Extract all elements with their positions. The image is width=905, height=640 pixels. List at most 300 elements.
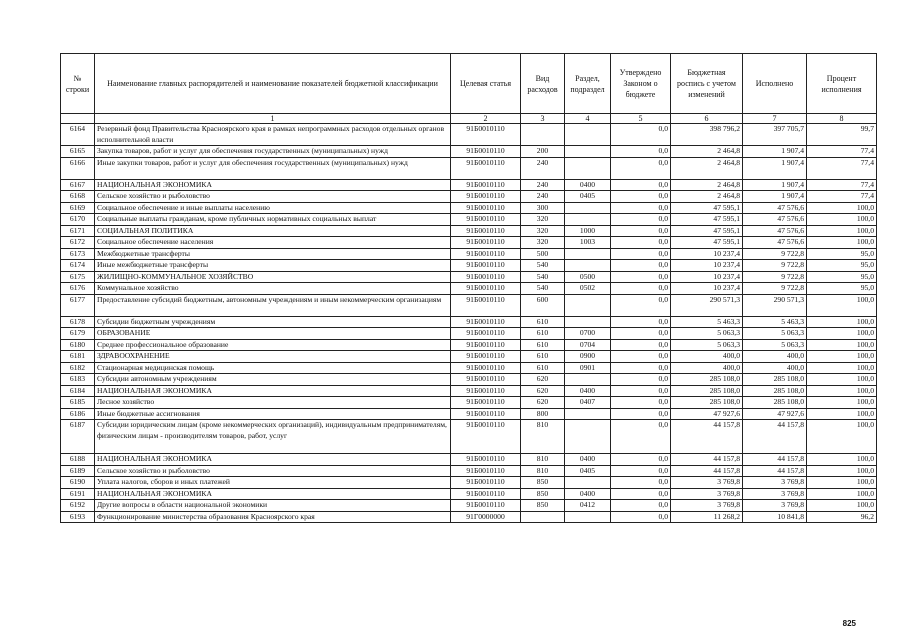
cell-target: 91Б0010110 [451,260,521,272]
cell-name: Сельское хозяйство и рыболовство [95,465,451,477]
cell-name: ОБРАЗОВАНИЕ [95,328,451,340]
cell-vid: 610 [521,351,565,363]
cell-pct: 100,0 [807,385,877,397]
table-row [61,465,877,477]
cell-name: Резервный фонд Правительства Красноярского края в рамках непрограммных расходов отдельных органов исполнительной власти [95,124,451,146]
column-number: 4 [565,114,611,124]
table-row [61,202,877,214]
cell-vid: 200 [521,146,565,158]
cell-pct: 100,0 [807,362,877,374]
cell-name: Предоставление субсидий бюджетным, автономным учреждениям и иным некоммерческим организациям [95,294,451,316]
cell-razdel: 0700 [565,328,611,340]
cell-target: 91Б0010110 [451,408,521,420]
cell-pct: 99,7 [807,124,877,146]
cell-vid: 620 [521,397,565,409]
cell-vid: 810 [521,465,565,477]
cell-num: 6187 [61,420,95,454]
cell-budget: 44 157,8 [671,454,743,466]
cell-target: 91Г0000000 [451,511,521,523]
table-row [61,179,877,191]
table-row [61,511,877,523]
header-pct: Процент исполнения [807,54,877,114]
cell-exec: 44 157,8 [743,454,807,466]
cell-num: 6186 [61,408,95,420]
cell-budget: 290 571,3 [671,294,743,316]
cell-vid: 610 [521,316,565,328]
cell-razdel: 0400 [565,488,611,500]
cell-approved: 0,0 [611,454,671,466]
cell-approved: 0,0 [611,488,671,500]
table-row [61,385,877,397]
cell-vid: 240 [521,191,565,203]
header-approved: Утверждено Законом о бюджете [611,54,671,114]
cell-vid: 320 [521,214,565,226]
table-row [61,283,877,295]
cell-num: 6182 [61,362,95,374]
cell-approved: 0,0 [611,191,671,203]
cell-num: 6172 [61,237,95,249]
table-row [61,316,877,328]
cell-num: 6189 [61,465,95,477]
cell-razdel [565,157,611,179]
cell-name: Лесное хозяйство [95,397,451,409]
cell-pct: 100,0 [807,339,877,351]
cell-exec: 9 722,8 [743,283,807,295]
cell-name: Субсидии автономным учреждениям [95,374,451,386]
column-number-row [61,114,877,124]
cell-target: 91Б0010110 [451,191,521,203]
cell-target: 91Б0010110 [451,488,521,500]
cell-razdel [565,511,611,523]
cell-name: Стационарная медицинская помощь [95,362,451,374]
cell-vid [521,124,565,146]
cell-target: 91Б0010110 [451,157,521,179]
cell-vid: 810 [521,420,565,454]
cell-exec: 1 907,4 [743,146,807,158]
cell-budget: 285 108,0 [671,374,743,386]
table-row [61,351,877,363]
cell-vid: 620 [521,385,565,397]
cell-budget: 47 595,1 [671,237,743,249]
cell-razdel [565,124,611,146]
cell-budget: 2 464,8 [671,191,743,203]
cell-name: Социальное обеспечение и иные выплаты населению [95,202,451,214]
cell-razdel [565,374,611,386]
cell-razdel: 0500 [565,271,611,283]
cell-pct: 100,0 [807,488,877,500]
cell-budget: 44 157,8 [671,465,743,477]
cell-num: 6178 [61,316,95,328]
header-budget: Бюджетная роспись с учетом изменений [671,54,743,114]
cell-num: 6164 [61,124,95,146]
cell-target: 91Б0010110 [451,351,521,363]
cell-budget: 2 464,8 [671,179,743,191]
column-number: 5 [611,114,671,124]
cell-razdel: 0704 [565,339,611,351]
table-body [61,124,877,523]
table-row [61,374,877,386]
cell-razdel: 1000 [565,225,611,237]
cell-approved: 0,0 [611,420,671,454]
table-row [61,294,877,316]
cell-exec: 290 571,3 [743,294,807,316]
cell-razdel [565,408,611,420]
header-num: № строки [61,54,95,114]
cell-budget: 2 464,8 [671,157,743,179]
cell-budget: 3 769,8 [671,477,743,489]
table-row [61,124,877,146]
cell-budget: 10 237,4 [671,271,743,283]
cell-razdel: 0900 [565,351,611,363]
header-vid: Вид расходов [521,54,565,114]
cell-razdel: 0901 [565,362,611,374]
budget-table [60,53,877,523]
cell-vid: 850 [521,500,565,512]
table-row [61,362,877,374]
cell-vid: 800 [521,408,565,420]
cell-exec: 3 769,8 [743,488,807,500]
cell-approved: 0,0 [611,477,671,489]
table-row [61,500,877,512]
cell-vid: 850 [521,477,565,489]
cell-budget: 47 927,6 [671,408,743,420]
cell-pct: 100,0 [807,420,877,454]
cell-target: 91Б0010110 [451,374,521,386]
cell-pct: 77,4 [807,179,877,191]
cell-budget: 47 595,1 [671,214,743,226]
table-row [61,477,877,489]
cell-name: ЖИЛИЩНО-КОММУНАЛЬНОЕ ХОЗЯЙСТВО [95,271,451,283]
header-exec: Исполнено [743,54,807,114]
cell-target: 91Б0010110 [451,294,521,316]
cell-name: НАЦИОНАЛЬНАЯ ЭКОНОМИКА [95,488,451,500]
cell-pct: 100,0 [807,374,877,386]
cell-approved: 0,0 [611,397,671,409]
cell-approved: 0,0 [611,202,671,214]
cell-num: 6173 [61,248,95,260]
cell-pct: 100,0 [807,328,877,340]
cell-exec: 1 907,4 [743,179,807,191]
cell-num: 6192 [61,500,95,512]
cell-budget: 3 769,8 [671,500,743,512]
cell-budget: 398 796,2 [671,124,743,146]
table-row [61,225,877,237]
cell-vid: 810 [521,454,565,466]
cell-name: Межбюджетные трансферты [95,248,451,260]
cell-target: 91Б0010110 [451,283,521,295]
cell-budget: 44 157,8 [671,420,743,454]
cell-razdel: 0407 [565,397,611,409]
cell-num: 6174 [61,260,95,272]
cell-budget: 285 108,0 [671,397,743,409]
cell-approved: 0,0 [611,339,671,351]
cell-pct: 95,0 [807,248,877,260]
cell-name: Среднее профессиональное образование [95,339,451,351]
cell-exec: 397 705,7 [743,124,807,146]
cell-exec: 400,0 [743,351,807,363]
cell-num: 6190 [61,477,95,489]
table-row [61,397,877,409]
cell-target: 91Б0010110 [451,362,521,374]
cell-target: 91Б0010110 [451,214,521,226]
cell-approved: 0,0 [611,374,671,386]
cell-name: Социальные выплаты гражданам, кроме публичных нормативных социальных выплат [95,214,451,226]
cell-num: 6181 [61,351,95,363]
cell-exec: 47 576,6 [743,225,807,237]
cell-target: 91Б0010110 [451,202,521,214]
cell-exec: 44 157,8 [743,465,807,477]
cell-exec: 1 907,4 [743,157,807,179]
cell-approved: 0,0 [611,362,671,374]
cell-pct: 100,0 [807,397,877,409]
cell-exec: 47 927,6 [743,408,807,420]
cell-num: 6170 [61,214,95,226]
cell-pct: 100,0 [807,237,877,249]
cell-num: 6188 [61,454,95,466]
cell-name: Уплата налогов, сборов и иных платежей [95,477,451,489]
cell-name: Субсидии бюджетным учреждениям [95,316,451,328]
cell-vid: 610 [521,339,565,351]
cell-exec: 3 769,8 [743,477,807,489]
cell-exec: 44 157,8 [743,420,807,454]
header-name: Наименование главных распорядителей и наименование показателей бюджетной классификации [95,54,451,114]
cell-approved: 0,0 [611,179,671,191]
cell-pct: 100,0 [807,202,877,214]
cell-vid: 610 [521,362,565,374]
cell-pct: 100,0 [807,351,877,363]
cell-budget: 285 108,0 [671,385,743,397]
table-row [61,214,877,226]
cell-vid: 540 [521,271,565,283]
cell-target: 91Б0010110 [451,248,521,260]
column-number: 6 [671,114,743,124]
cell-pct: 95,0 [807,283,877,295]
cell-vid: 610 [521,328,565,340]
cell-name: Иные закупки товаров, работ и услуг для обеспечения государственных (муниципальных) нужд [95,157,451,179]
cell-budget: 5 463,3 [671,316,743,328]
table-row [61,339,877,351]
cell-razdel: 0405 [565,465,611,477]
cell-target: 91Б0010110 [451,397,521,409]
cell-exec: 285 108,0 [743,397,807,409]
cell-approved: 0,0 [611,124,671,146]
cell-razdel: 0400 [565,179,611,191]
table-row [61,408,877,420]
cell-razdel: 0412 [565,500,611,512]
cell-name: НАЦИОНАЛЬНАЯ ЭКОНОМИКА [95,179,451,191]
header-razdel: Раздел, подраздел [565,54,611,114]
cell-exec: 5 063,3 [743,328,807,340]
cell-approved: 0,0 [611,248,671,260]
cell-exec: 47 576,6 [743,214,807,226]
cell-target: 91Б0010110 [451,477,521,489]
cell-approved: 0,0 [611,237,671,249]
cell-budget: 400,0 [671,351,743,363]
cell-budget: 10 237,4 [671,260,743,272]
cell-target: 91Б0010110 [451,454,521,466]
cell-pct: 77,4 [807,157,877,179]
cell-exec: 10 841,8 [743,511,807,523]
cell-approved: 0,0 [611,351,671,363]
cell-approved: 0,0 [611,225,671,237]
cell-approved: 0,0 [611,294,671,316]
cell-approved: 0,0 [611,214,671,226]
cell-target: 91Б0010110 [451,465,521,477]
column-number: 8 [807,114,877,124]
cell-exec: 5 463,3 [743,316,807,328]
cell-approved: 0,0 [611,465,671,477]
cell-name: НАЦИОНАЛЬНАЯ ЭКОНОМИКА [95,385,451,397]
cell-vid: 500 [521,248,565,260]
cell-name: Сельское хозяйство и рыболовство [95,191,451,203]
cell-exec: 47 576,6 [743,237,807,249]
table-row [61,191,877,203]
cell-budget: 47 595,1 [671,202,743,214]
table-row [61,146,877,158]
cell-num: 6166 [61,157,95,179]
cell-budget: 3 769,8 [671,488,743,500]
cell-approved: 0,0 [611,283,671,295]
cell-budget: 5 063,3 [671,339,743,351]
cell-name: Другие вопросы в области национальной экономики [95,500,451,512]
cell-vid: 240 [521,179,565,191]
cell-name: Закупка товаров, работ и услуг для обеспечения государственных (муниципальных) нужд [95,146,451,158]
cell-vid: 320 [521,237,565,249]
cell-pct: 100,0 [807,454,877,466]
cell-razdel [565,248,611,260]
cell-approved: 0,0 [611,500,671,512]
table-row [61,454,877,466]
cell-pct: 95,0 [807,260,877,272]
cell-approved: 0,0 [611,146,671,158]
cell-exec: 400,0 [743,362,807,374]
cell-pct: 100,0 [807,294,877,316]
cell-pct: 100,0 [807,225,877,237]
cell-target: 91Б0010110 [451,146,521,158]
cell-approved: 0,0 [611,385,671,397]
cell-approved: 0,0 [611,408,671,420]
cell-target: 91Б0010110 [451,316,521,328]
cell-target: 91Б0010110 [451,328,521,340]
cell-budget: 10 237,4 [671,248,743,260]
cell-exec: 5 063,3 [743,339,807,351]
header-row [61,54,877,114]
header-target: Целевая статья [451,54,521,114]
column-number: 1 [95,114,451,124]
table-row [61,488,877,500]
cell-pct: 100,0 [807,214,877,226]
cell-budget: 2 464,8 [671,146,743,158]
cell-num: 6171 [61,225,95,237]
cell-exec: 9 722,8 [743,271,807,283]
cell-target: 91Б0010110 [451,179,521,191]
cell-pct: 100,0 [807,477,877,489]
cell-num: 6193 [61,511,95,523]
cell-razdel [565,316,611,328]
cell-num: 6169 [61,202,95,214]
table-row [61,248,877,260]
cell-num: 6180 [61,339,95,351]
cell-pct: 77,4 [807,191,877,203]
column-number: 3 [521,114,565,124]
table-row [61,328,877,340]
column-number: 2 [451,114,521,124]
cell-razdel [565,202,611,214]
cell-name: Иные межбюджетные трансферты [95,260,451,272]
cell-razdel: 0400 [565,385,611,397]
cell-target: 91Б0010110 [451,237,521,249]
cell-num: 6165 [61,146,95,158]
cell-target: 91Б0010110 [451,225,521,237]
table-row [61,237,877,249]
cell-vid: 540 [521,283,565,295]
cell-vid: 540 [521,260,565,272]
cell-exec: 1 907,4 [743,191,807,203]
cell-target: 91Б0010110 [451,271,521,283]
cell-razdel [565,477,611,489]
cell-razdel: 0400 [565,454,611,466]
cell-num: 6167 [61,179,95,191]
cell-pct: 100,0 [807,465,877,477]
cell-num: 6176 [61,283,95,295]
cell-exec: 3 769,8 [743,500,807,512]
cell-num: 6185 [61,397,95,409]
cell-razdel [565,214,611,226]
cell-approved: 0,0 [611,511,671,523]
cell-exec: 47 576,6 [743,202,807,214]
cell-exec: 285 108,0 [743,374,807,386]
table-row [61,420,877,454]
cell-vid: 850 [521,488,565,500]
cell-razdel: 0502 [565,283,611,295]
cell-pct: 100,0 [807,500,877,512]
cell-num: 6183 [61,374,95,386]
cell-pct: 100,0 [807,316,877,328]
table-row [61,271,877,283]
cell-approved: 0,0 [611,157,671,179]
cell-vid: 300 [521,202,565,214]
cell-approved: 0,0 [611,316,671,328]
cell-num: 6179 [61,328,95,340]
cell-vid: 600 [521,294,565,316]
cell-exec: 9 722,8 [743,248,807,260]
cell-target: 91Б0010110 [451,385,521,397]
cell-budget: 400,0 [671,362,743,374]
cell-pct: 95,0 [807,271,877,283]
cell-budget: 11 268,2 [671,511,743,523]
cell-name: Коммунальное хозяйство [95,283,451,295]
cell-approved: 0,0 [611,328,671,340]
cell-approved: 0,0 [611,260,671,272]
cell-vid: 320 [521,225,565,237]
cell-num: 6191 [61,488,95,500]
cell-target: 91Б0010110 [451,500,521,512]
cell-num: 6177 [61,294,95,316]
cell-razdel [565,294,611,316]
cell-target: 91Б0010110 [451,124,521,146]
cell-razdel: 1003 [565,237,611,249]
cell-name: ЗДРАВООХРАНЕНИЕ [95,351,451,363]
table-row [61,260,877,272]
cell-pct: 100,0 [807,408,877,420]
cell-name: Социальное обеспечение населения [95,237,451,249]
cell-budget: 10 237,4 [671,283,743,295]
page-number: 825 [842,619,856,628]
cell-num: 6184 [61,385,95,397]
cell-budget: 5 063,3 [671,328,743,340]
cell-exec: 285 108,0 [743,385,807,397]
cell-budget: 47 595,1 [671,225,743,237]
